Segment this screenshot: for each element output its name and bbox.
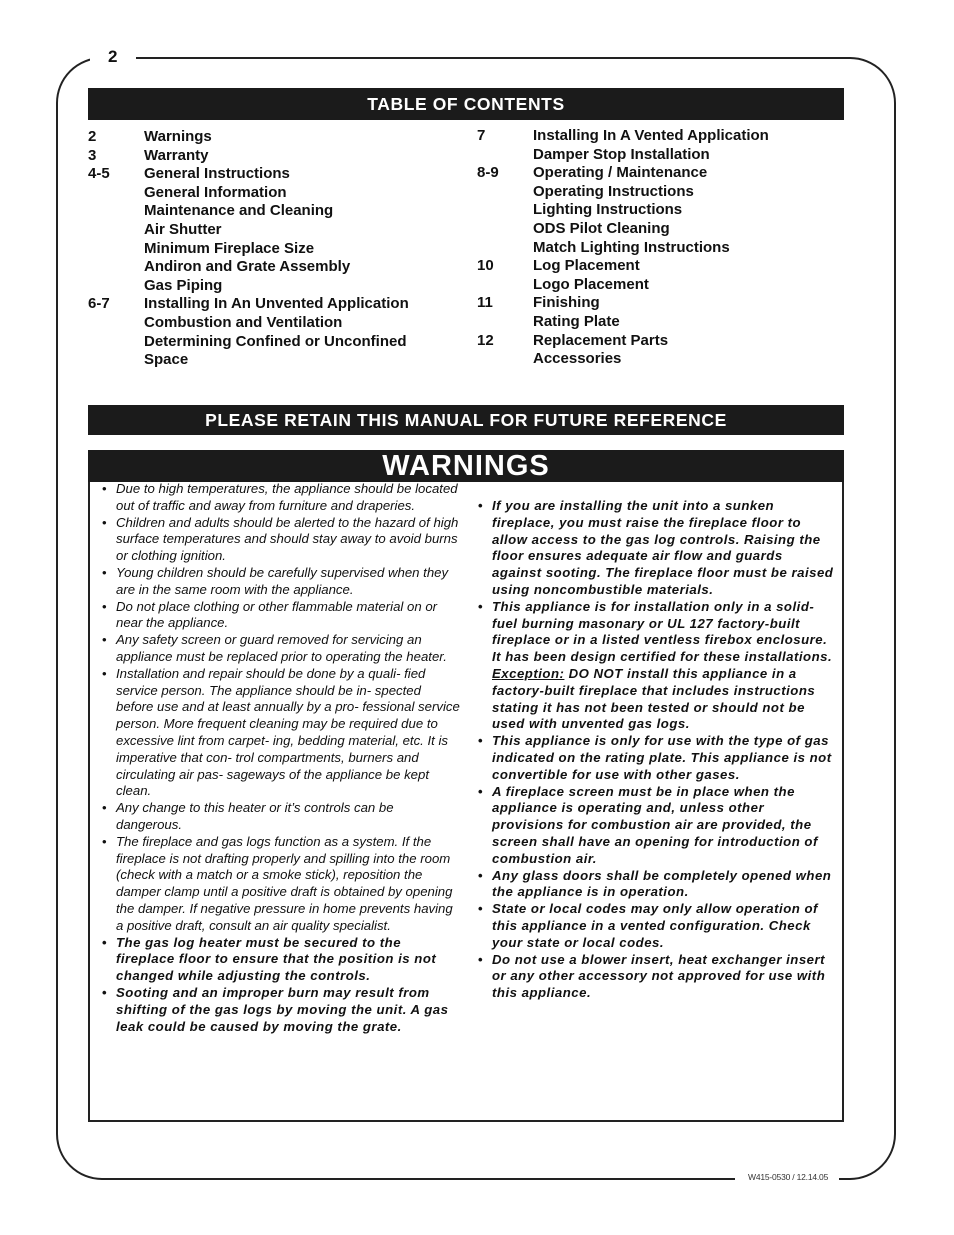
toc-entry bbox=[88, 277, 468, 296]
toc-entry bbox=[88, 351, 468, 370]
warnings-left-list bbox=[100, 481, 460, 1035]
toc-page-number: 3 bbox=[88, 146, 97, 164]
toc-title: Combustion and Ventilation bbox=[144, 313, 343, 331]
toc-page-number bbox=[88, 333, 144, 352]
toc-title: Lighting Instructions bbox=[533, 201, 683, 219]
warning-item: • Due to high temperatures, the appliance should be located out of traffic and away from furniture and draperies. bbox=[100, 481, 460, 515]
toc-entry bbox=[88, 333, 468, 352]
toc-page-number bbox=[477, 183, 533, 202]
toc-entry bbox=[88, 240, 468, 259]
warning-item: • If you are installing the unit into a sunken fireplace, you must raise the fireplace floor to allow access to the gas log controls. Raising the floor ensures adequate air flow and guards against sooting. The fireplace floor must be raised using noncombustible materials. bbox=[476, 498, 836, 599]
toc-header: TABLE OF CONTENTS bbox=[88, 88, 844, 120]
toc-page-number bbox=[477, 201, 533, 220]
toc-title: General Information bbox=[144, 183, 287, 201]
toc-left-column bbox=[88, 128, 468, 370]
toc-page-number: 4-5 bbox=[88, 165, 110, 183]
toc-page-number: 12 bbox=[477, 331, 494, 349]
toc-title: ODS Pilot Cleaning bbox=[533, 219, 670, 237]
toc-title: Operating / Maintenance bbox=[533, 164, 708, 182]
warning-item: • This appliance is only for use with the type of gas indicated on the rating plate. This appliance is not convertible for use with other gases. bbox=[476, 733, 836, 783]
warnings-heading: WARNINGS bbox=[88, 450, 844, 482]
toc-title: Rating Plate bbox=[533, 312, 620, 330]
toc-title: Match Lighting Instructions bbox=[533, 238, 730, 256]
warning-item: • Do not place clothing or other flammable material on or near the appliance. bbox=[100, 599, 460, 633]
toc-title: Operating Instructions bbox=[533, 182, 694, 200]
warning-text: This appliance is for installation only in a solid-fuel burning masonary or UL 127 factory-built fireplace or in a listed ventless firebox enclosure. It has been design certified for these installations. bbox=[492, 598, 833, 665]
toc-title: Installing In A Vented Application bbox=[533, 127, 769, 144]
toc-entry bbox=[477, 146, 837, 165]
toc-title: Logo Placement bbox=[533, 275, 649, 293]
warning-item: • Children and adults should be alerted to the hazard of high surface temperatures and should stay away to avoid burns or clothing ignition. bbox=[100, 515, 460, 565]
toc-title: Installing In An Unvented Application bbox=[144, 295, 409, 313]
toc-entry bbox=[477, 201, 837, 220]
toc-title: Warnings bbox=[144, 128, 212, 145]
toc-title: Warranty bbox=[144, 146, 209, 164]
toc-entry bbox=[88, 147, 468, 166]
toc-page-number bbox=[477, 220, 533, 239]
toc-page-number bbox=[477, 146, 533, 165]
toc-entry bbox=[477, 294, 837, 313]
warning-item: • Any change to this heater or it’s controls can be dangerous. bbox=[100, 800, 460, 834]
toc-page-number bbox=[88, 184, 144, 203]
exception-label: Exception: bbox=[492, 665, 565, 681]
toc-title: Air Shutter bbox=[144, 220, 222, 238]
toc-right-column bbox=[477, 127, 837, 369]
toc-page-number: 6-7 bbox=[88, 295, 110, 313]
warning-item: • Do not use a blower insert, heat exchanger insert or any other accessory not approved for use with this appliance. bbox=[476, 952, 836, 1002]
warning-item: • The fireplace and gas logs function as a system. If the fireplace is not drafting properly and spilling into the room (check with a match or a smoke stick), reposition the damper clamp until a positive draft is obtained by opening the damper. If negative pressure in home prevents having a positive draft, consult an air quality specialist. bbox=[100, 834, 460, 935]
toc-title: Accessories bbox=[533, 350, 622, 368]
toc-title: Minimum Fireplace Size bbox=[144, 239, 315, 257]
toc-entry bbox=[477, 350, 837, 369]
toc-entry bbox=[477, 257, 837, 276]
toc-title: General Instructions bbox=[144, 165, 290, 183]
toc-title: Maintenance and Cleaning bbox=[144, 202, 334, 220]
toc-page-number: 10 bbox=[477, 257, 494, 275]
toc-page-number: 7 bbox=[477, 127, 486, 144]
toc-entry bbox=[88, 221, 468, 240]
toc-title: Determining Confined or Unconfined bbox=[144, 332, 407, 350]
toc-page-number bbox=[88, 258, 144, 277]
warnings-right-list bbox=[476, 498, 836, 1002]
toc-page-number bbox=[477, 350, 533, 369]
toc-entry bbox=[88, 165, 468, 184]
toc-page-number bbox=[88, 240, 144, 259]
retain-manual-banner: PLEASE RETAIN THIS MANUAL FOR FUTURE REFERENCE bbox=[88, 405, 844, 435]
toc-page-number bbox=[88, 277, 144, 296]
warning-item: • State or local codes may only allow operation of this appliance in a vented configuration. Check your state or local codes. bbox=[476, 901, 836, 951]
toc-title: Finishing bbox=[533, 294, 600, 312]
toc-entry bbox=[477, 164, 837, 183]
toc-entry bbox=[88, 314, 468, 333]
warning-item: • Any safety screen or guard removed for servicing an appliance must be replaced prior to operating the heater. bbox=[100, 632, 460, 666]
toc-page-number bbox=[88, 221, 144, 240]
toc-entry bbox=[88, 202, 468, 221]
toc-entry bbox=[477, 332, 837, 351]
toc-entry bbox=[88, 184, 468, 203]
toc-entry bbox=[477, 183, 837, 202]
toc-entry bbox=[477, 313, 837, 332]
toc-page-number: 8-9 bbox=[477, 164, 499, 182]
document-code: W415-0530 / 12.14.05 bbox=[748, 1172, 829, 1182]
toc-page-number bbox=[477, 276, 533, 295]
warning-item: • Any glass doors shall be completely opened when the appliance is in operation. bbox=[476, 868, 836, 902]
warning-text: DO NOT install this appliance in a factory-built fireplace that includes instructions stating it has not been tested or should not be used with unvented gas logs. bbox=[492, 665, 816, 732]
toc-entry bbox=[88, 128, 468, 147]
warning-item: • The gas log heater must be secured to the fireplace floor to ensure that the position is not changed while adjusting the controls. bbox=[100, 935, 460, 985]
toc-page-number bbox=[477, 313, 533, 332]
warning-item: • Installation and repair should be done by a quali- fied service person. The appliance should be in- spected before use and at least annually by a pro- fessional service person. More frequent cleaning may be required due to excessive lint from carpet- ing, bedding material, etc. It is imperative that con- trol compartments, burners and circulating air pas- sageways of the appliance be kept clean. bbox=[100, 666, 460, 800]
toc-page-number: 2 bbox=[88, 128, 97, 145]
toc-page-number bbox=[477, 239, 533, 258]
toc-entry bbox=[477, 276, 837, 295]
warning-item: • A fireplace screen must be in place when the appliance is operating and, unless other provisions for combustion air are provided, the screen shall have an opening for introduction of combustion air. bbox=[476, 784, 836, 868]
toc-page-number bbox=[88, 202, 144, 221]
warning-item bbox=[476, 599, 836, 733]
toc-entry bbox=[477, 220, 837, 239]
toc-title: Gas Piping bbox=[144, 276, 223, 294]
toc-entry bbox=[88, 295, 468, 314]
toc-entry bbox=[477, 239, 837, 258]
toc-title: Andiron and Grate Assembly bbox=[144, 258, 351, 276]
toc-page-number bbox=[88, 351, 144, 370]
toc-title: Damper Stop Installation bbox=[533, 145, 710, 163]
toc-title: Log Placement bbox=[533, 257, 640, 275]
toc-entry bbox=[477, 127, 837, 146]
page-number: 2 bbox=[108, 47, 118, 66]
warning-item: • Sooting and an improper burn may result from shifting of the gas logs by moving the unit. A gas leak could be caused by moving the grate. bbox=[100, 985, 460, 1035]
warning-item: • Young children should be carefully supervised when they are in the same room with the appliance. bbox=[100, 565, 460, 599]
toc-page-number bbox=[88, 314, 144, 333]
toc-title: Space bbox=[144, 351, 189, 369]
toc-page-number: 11 bbox=[477, 294, 493, 312]
toc-entry bbox=[88, 258, 468, 277]
toc-title: Replacement Parts bbox=[533, 331, 669, 349]
